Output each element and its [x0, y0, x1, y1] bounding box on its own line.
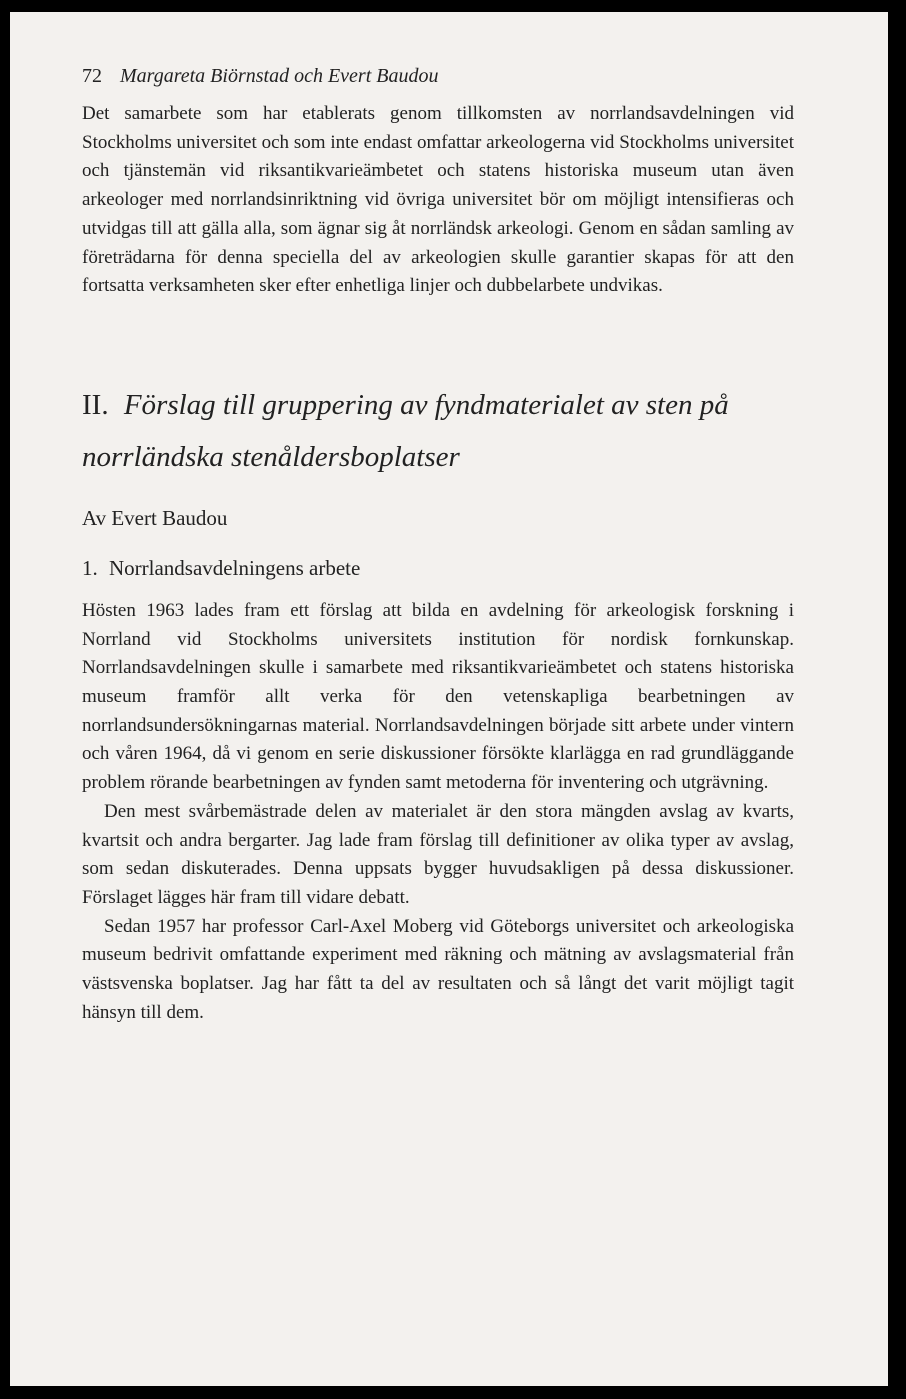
body-paragraph: Sedan 1957 har professor Carl-Axel Moberg vid Göteborgs universitet och arkeologiska museum bedrivit omfattande experiment med räkning och mätning av avslagsmaterial från västsvenska boplatser. Jag har fått ta del av resultaten och så långt det varit möjligt tagit hänsyn till dem.	[82, 915, 794, 1023]
page-number: 72	[82, 65, 102, 87]
section-number: II.	[82, 388, 109, 421]
subsection-number: 1.	[82, 555, 98, 580]
subsection-heading	[82, 555, 794, 581]
subsection-title: Norrlandsavdelningens arbete	[109, 555, 361, 580]
running-head-authors: Margareta Biörnstad och Evert Baudou	[120, 65, 439, 87]
intro-paragraph: Det samarbete som har etablerats genom tillkomsten av norrlandsavdelningen vid Stockholms universitet och som inte endast omfattar arkeologerna vid Stockholms universitet och tjänstemän vid riksantikvarieämbetet och statens historiska museum utan även arkeologer med norrlandsinriktning vid övriga universitet bör om möjligt intensifieras och utvidgas till att gälla alla, som ägnar sig åt norrländsk arkeologi. Genom en sådan samling av företrädarna för denna speciella del av arkeologien skulle garantier skapas för att den fortsatta verksamheten sker efter enhetliga linjer och dubbelarbete undvikas.	[82, 103, 794, 297]
book-page	[10, 12, 888, 1386]
section-title: Förslag till gruppering av fyndmaterialet av sten på norrländska stenåldersboplatser	[82, 388, 729, 473]
body-paragraph: Den mest svårbemästrade delen av materialet är den stora mängden avslag av kvarts, kvartsit och andra bergarter. Jag lade fram förslag till definitioner av olika typer av avslag, som sedan diskuterades. Denna uppsats bygger huvudsakligen på dessa diskussioner. Förslaget lägges här fram till vidare debatt.	[82, 800, 794, 908]
body-paragraph: Hösten 1963 lades fram ett förslag att bilda en avdelning för arkeologisk forskning i Norrland vid Stockholms universitets institution för nordisk fornkunskap. Norrlandsavdelningen skulle i samarbete med riksantikvarieämbetet och statens historiska museum framför allt verka för den vetenskapliga bearbetningen av norrlandsundersökningarnas material. Norrlandsavdelningen började sitt arbete under vintern och våren 1964, då vi genom en serie diskussioner försökte klarlägga en rad grundläggande problem rörande bearbetningen av fynden samt metoderna för inventering och utgrävning.	[82, 599, 794, 794]
page-content	[82, 64, 794, 1027]
byline: Av Evert Baudou	[82, 505, 228, 530]
section-heading	[82, 379, 794, 483]
body-text	[82, 597, 794, 1028]
running-head	[82, 64, 794, 88]
